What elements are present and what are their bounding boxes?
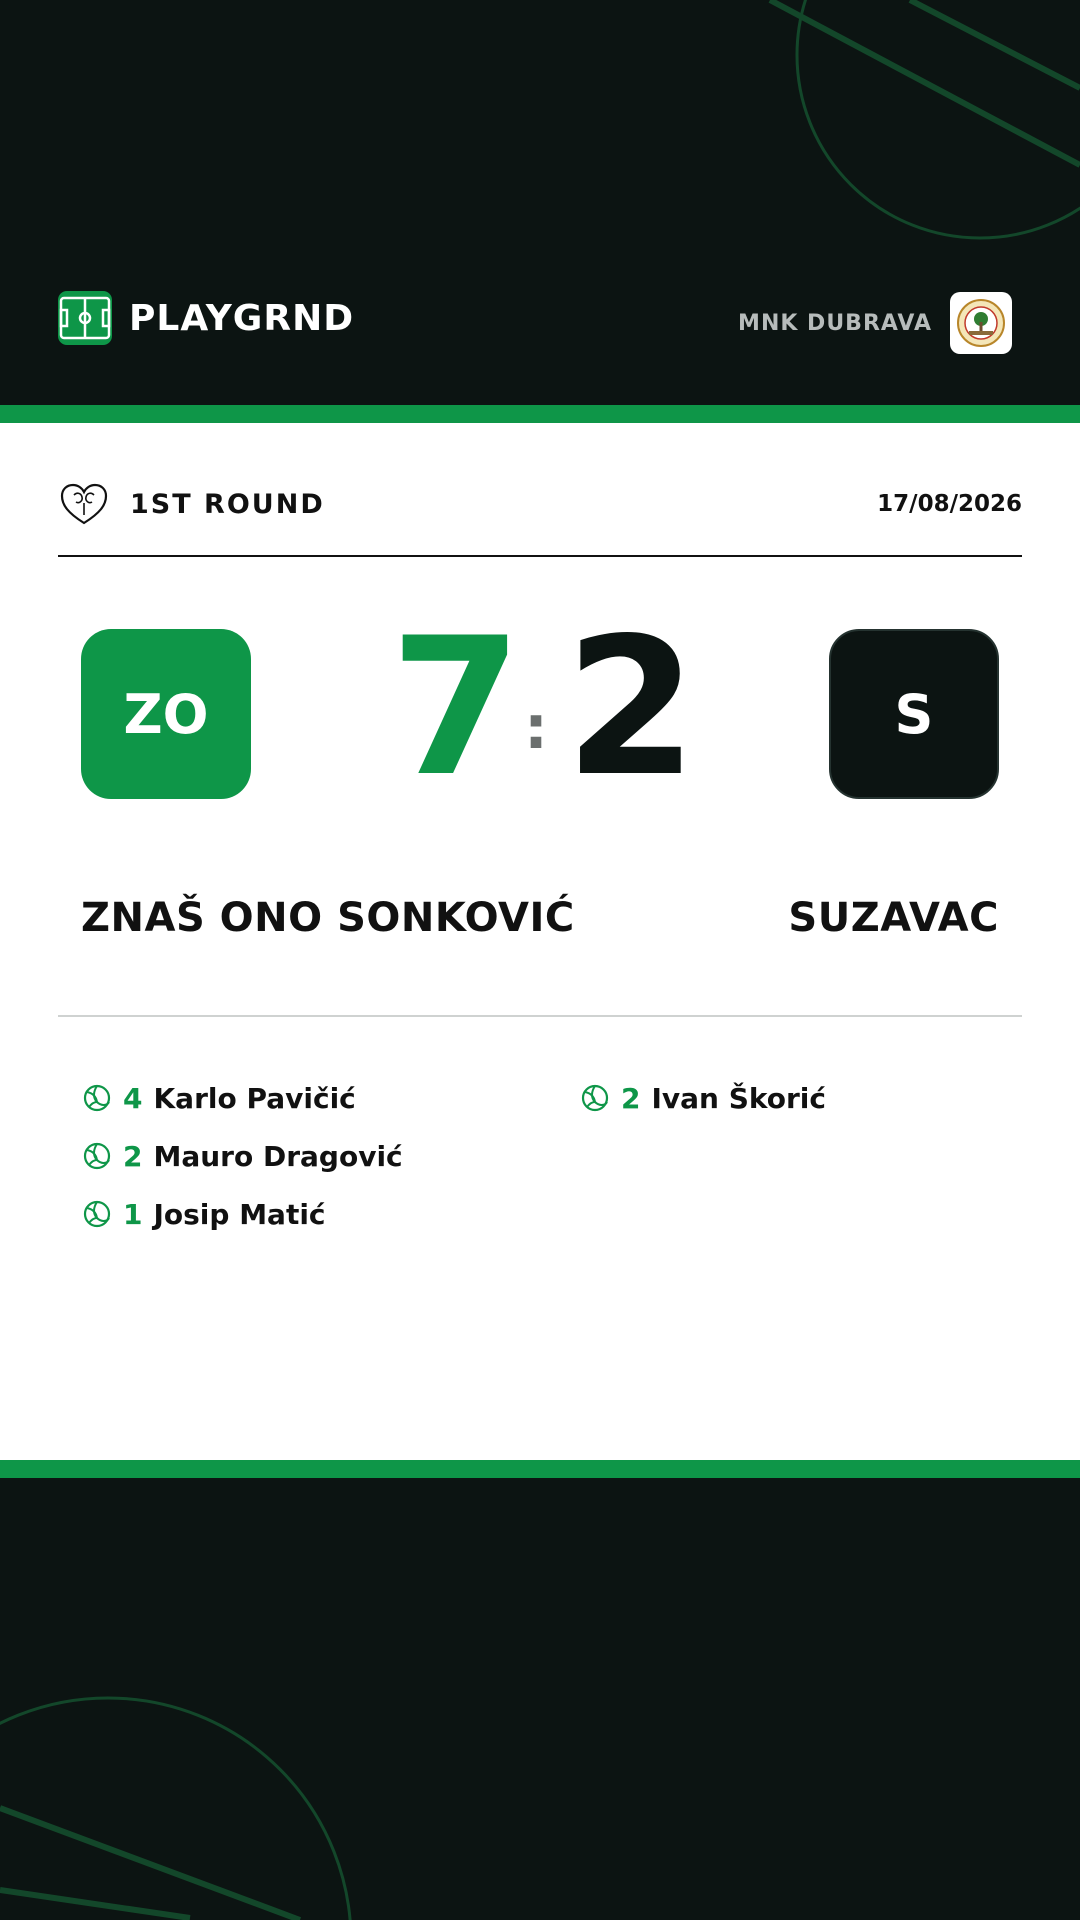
round-label: 1ST ROUND: [130, 488, 325, 520]
match-date: 17/08/2026: [877, 491, 1022, 517]
heart-emblem-icon: [58, 479, 110, 529]
pitch-logo-icon: [58, 291, 112, 345]
accent-stripe-top: [0, 405, 1080, 423]
away-team-badge: S: [829, 629, 999, 799]
scorer-name: Mauro Dragović: [153, 1139, 403, 1173]
scorer-row: [83, 1127, 403, 1185]
ball-icon: [83, 1200, 111, 1228]
divider: [58, 555, 1022, 557]
score-separator: :: [524, 693, 548, 763]
scorer-row: [83, 1185, 403, 1243]
match-card: [0, 423, 1080, 1460]
scorer-row: [83, 1069, 403, 1127]
ball-icon: [83, 1084, 111, 1112]
away-scorers-list: [581, 1069, 826, 1127]
home-score: 7: [390, 597, 523, 818]
goal-count: 4: [123, 1081, 143, 1115]
home-scorers-list: [83, 1069, 403, 1243]
pitch-lines-decoration: [0, 1478, 1080, 1920]
goal-count: 1: [123, 1197, 143, 1231]
ball-icon: [83, 1142, 111, 1170]
away-team-name: SUZAVAC: [788, 895, 999, 941]
divider: [58, 1015, 1022, 1017]
club: [738, 292, 1012, 354]
goal-count: 2: [621, 1081, 641, 1115]
club-name: MNK DUBRAVA: [738, 310, 932, 336]
goal-count: 2: [123, 1139, 143, 1173]
home-team-badge: ZO: [81, 629, 251, 799]
header-panel: [0, 0, 1080, 405]
ball-icon: [581, 1084, 609, 1112]
home-team-name: ZNAŠ ONO SONKOVIĆ: [81, 895, 575, 941]
accent-stripe-bottom: [0, 1460, 1080, 1478]
scorer-row: [581, 1069, 826, 1127]
scorer-name: Karlo Pavičić: [153, 1081, 356, 1115]
scorer-name: Josip Matić: [153, 1197, 326, 1231]
brand: [58, 291, 354, 345]
club-crest-icon: [950, 292, 1012, 354]
brand-name: PLAYGRND: [129, 297, 355, 339]
footer-panel: [0, 1478, 1080, 1920]
scorer-name: Ivan Škorić: [651, 1081, 827, 1115]
round-row: [58, 479, 1022, 529]
away-score: 2: [565, 597, 698, 818]
